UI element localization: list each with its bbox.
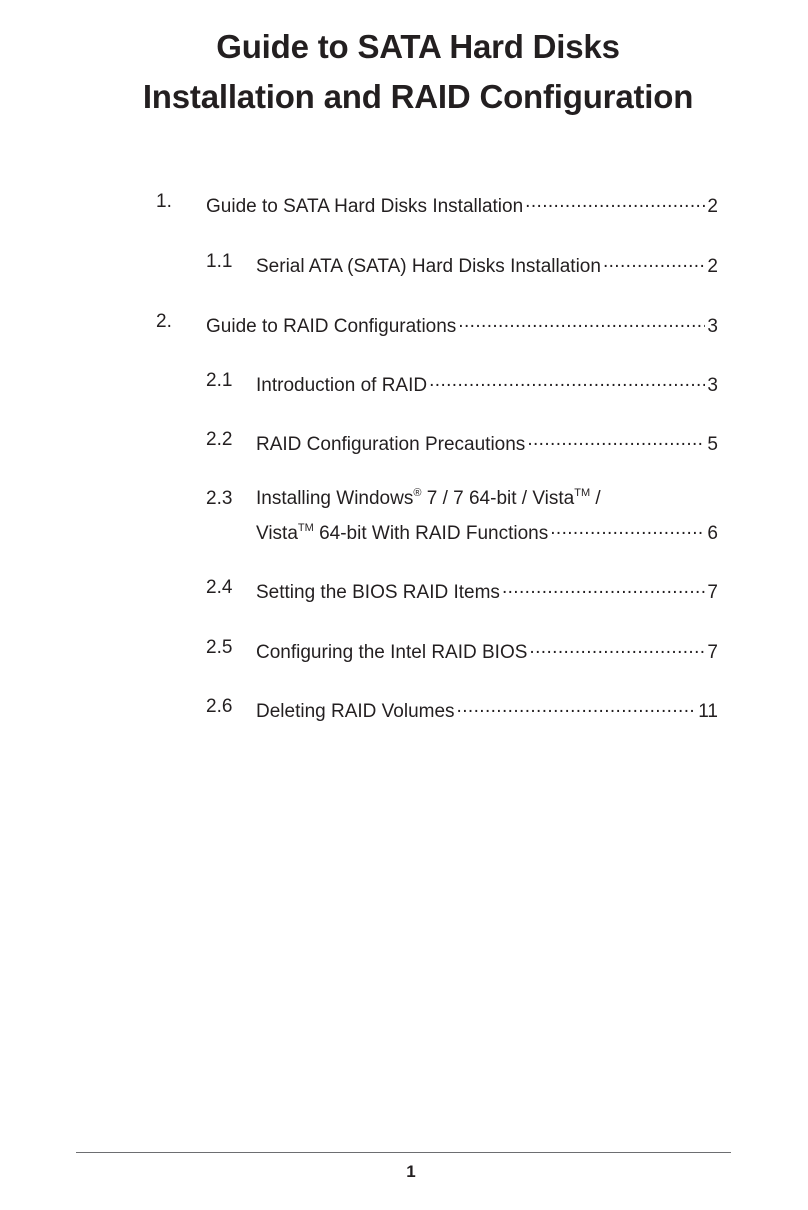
toc-entry-title	[256, 522, 548, 546]
toc-entry-title: Setting the BIOS RAID Items	[256, 582, 500, 603]
toc-entry-2-6[interactable]	[206, 695, 718, 724]
title-line-1: Guide to SATA Hard Disks	[216, 28, 620, 65]
dot-leader	[458, 310, 705, 332]
toc-entry-title: Guide to SATA Hard Disks Installation	[206, 196, 524, 217]
dot-leader	[550, 517, 705, 539]
toc-entry-2[interactable]	[156, 310, 718, 339]
toc-entry-title-part: 64-bit With RAID Functions	[313, 523, 549, 544]
toc-entry-title: Serial ATA (SATA) Hard Disks Installation	[256, 256, 601, 277]
toc-entry-number: 2.5	[206, 637, 233, 658]
toc-entry-number: 2.1	[206, 370, 233, 391]
toc-entry-2-4[interactable]	[206, 576, 718, 605]
footer-rule	[76, 1152, 731, 1153]
toc-entry-page: 7	[707, 582, 718, 603]
toc-entry-number: 2.3	[206, 488, 233, 509]
dot-leader	[457, 695, 697, 717]
toc-entry-title-part: /	[590, 488, 601, 509]
toc-entry-title: Introduction of RAID	[256, 375, 428, 396]
toc-entry-number: 2.6	[206, 696, 233, 717]
trademark-mark: TM	[297, 521, 314, 534]
toc-entry-page: 2	[707, 256, 718, 277]
toc-entry-number: 2.	[156, 311, 172, 332]
dot-leader	[429, 369, 705, 391]
toc-entry-title: Guide to RAID Configurations	[206, 316, 457, 337]
toc-entry-page: 2	[707, 196, 718, 217]
toc-entry-number: 2.4	[206, 577, 233, 598]
toc-entry-title-part: Installing Windows	[256, 488, 414, 509]
page-number: 1	[406, 1162, 416, 1181]
toc-entry-2-3-line-1[interactable]	[206, 486, 601, 511]
toc-entry-title: Deleting RAID Volumes	[256, 701, 455, 722]
toc-entry-page: 5	[707, 434, 718, 455]
title-line-2: Installation and RAID Configuration	[142, 78, 694, 115]
toc-entry-title-part: 7 / 7 64-bit / Vista	[421, 488, 575, 509]
toc-entry-2-2[interactable]	[206, 428, 718, 457]
dot-leader	[502, 576, 705, 598]
toc-entry-page: 6	[707, 523, 718, 544]
toc-entry-number: 1.	[156, 191, 172, 212]
toc-entry-title: Configuring the Intel RAID BIOS	[256, 642, 528, 663]
dot-leader	[603, 250, 705, 272]
dot-leader	[529, 636, 705, 658]
toc-entry-2-5[interactable]	[206, 636, 718, 665]
toc-entry-2-1[interactable]	[206, 369, 718, 398]
toc-entry-1[interactable]	[156, 190, 718, 219]
toc-entry-number: 1.1	[206, 251, 233, 272]
toc-entry-page: 3	[707, 375, 718, 396]
toc-entry-page: 7	[707, 642, 718, 663]
registered-mark: ®	[413, 486, 422, 499]
toc-entry-title: RAID Configuration Precautions	[256, 434, 526, 455]
toc-entry-1-1[interactable]	[206, 250, 718, 279]
dot-leader	[525, 190, 705, 212]
toc-entry-number: 2.2	[206, 429, 233, 450]
dot-leader	[527, 428, 705, 450]
toc-entry-page: 11	[698, 701, 718, 722]
trademark-mark: TM	[574, 486, 591, 499]
toc-entry-page: 3	[707, 316, 718, 337]
toc-entry-2-3-line-2[interactable]	[256, 517, 718, 546]
toc-entry-title-part: Vista	[256, 523, 298, 544]
